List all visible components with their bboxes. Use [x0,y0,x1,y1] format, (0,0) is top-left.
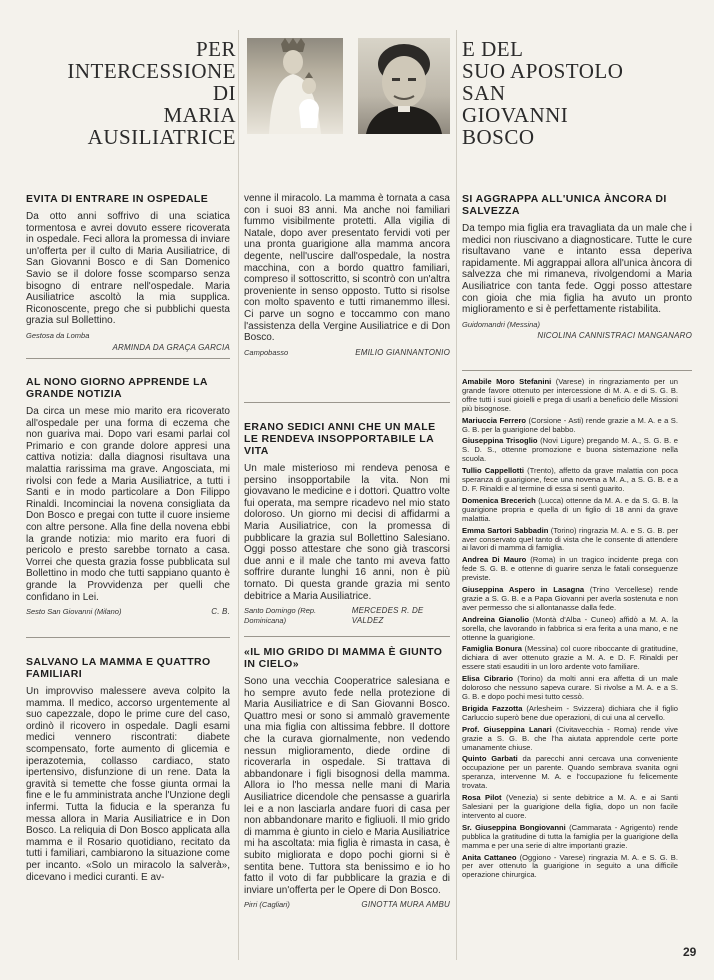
short-note [462,467,678,494]
short-note [462,437,678,464]
note-text: (Torino) ringrazia M. A. e S. G. B. per aver conservato quel tanto di vista che le consente di attendere ai lavori di mamma di famiglia. [462,525,678,553]
article-signature [462,320,692,330]
short-note [462,497,678,524]
note-name: Quinto Garbati [462,754,518,764]
section-divider [244,636,450,637]
note-name: Andreina Gianolio [462,614,529,624]
section-divider [462,370,692,371]
signature-place: Guidomandri (Messina) [462,319,540,329]
short-note [462,586,678,613]
short-note [462,755,678,791]
note-text: (Torino) da molti anni era affetta di un male doloroso che nessuno sapeva curare. Si rivolse a M. A. e a S. G. B. e dopo pochi mesi tutto cessò. [462,674,678,701]
note-text: (Arlesheim - Svizzera) dichiara che il figlio Carluccio superò bene due operazioni, di cui una al cervello. [462,703,678,722]
article-signature [26,343,230,353]
article-body: venne il miracolo. La mamma è tornata a casa con i suoi 83 anni. Ma anche noi familiari fummo visibilmente protetti. Alla vigilia di Natale, dopo aver presentato fervidi voti per una pronta guarigione alla mamma ancora degente, nell'uscire dall'ospedale, la nostra macchina, con a bordo quattro familiari, compreso il sottoscritto, si scontrò con un'altra proveniente in senso opposto. Tutto si risolse con molto spavento e tutti rimanemmo illesi. Ci parve un sogno e toccammo con mano l'assistenza della Vergine Ausiliatrice e di Don Bosco. [244,193,450,344]
column-divider [238,30,239,960]
header-title-right [462,38,692,148]
header-line: INTERCESSIONE [67,59,236,83]
article-title: AL NONO GIORNO APPRENDE LA GRANDE NOTIZIA [26,376,208,400]
article-title: ERANO SEDICI ANNI CHE UN MALE LE RENDEVA INSOPPORTABILE LA VITA [244,421,436,457]
header-line: PER [195,37,236,61]
note-text: (Oggiono - Varese) ringrazia M. A. e S. G. B. per aver ottenuto la guarigione in seguito a una difficile operazione chirurgica. [462,852,678,880]
note-text: da parecchi anni cercava una conveniente occupazione per un parente. Quando sembrava svanita ogni speranza, intervenne M. A. e l'occupazione fu felicemente trovata. [462,754,678,791]
signature-place: Pirri (Cagliari) [244,900,290,910]
article-signature [244,606,450,626]
madonna-photo [247,38,343,134]
article-ancora-salvezza [462,193,692,341]
article-signature [26,331,230,341]
header-line: E DEL [462,37,524,61]
section-divider [26,637,230,638]
header-line: GIOVANNI [462,103,569,127]
note-text: (Corsione - Asti) rende grazie a M. A. e a S. G. B. per la guarigione del babbo. [462,415,678,434]
section-divider [26,358,230,359]
signature-place: Gestosa da Lomba [26,330,90,340]
note-name: Amabile Moro Stefanini [462,377,552,386]
article-body: Da circa un mese mio marito era ricoverato all'ospedale per una forma di eczema che non guariva mai. Dopo vari esami parlai col Primario e con grande dolore appresi una cattiva notizia: dalla diagnosi risultava una malattia rarissima ma grave. Angosciata, mi rivolsi con fede a Maria Ausiliatrice, a tutti i Santi e in modo particolare a Don Filippo Rinaldi. Incominciai la novena consigliata da Don Bosco e pregai con tutte il cuore insieme con altre persone. Alla fine della novena ebbi la grande notizia: mio marito era fuori di pericolo e presto sarebbe tornato a casa. Vorrei che questa grazia fosse pubblicata sul Bollettino in modo che tutti sappiano quanto è grande la Provvidenza per quelli che confidano in Lei. [26,406,230,603]
short-note [462,824,678,851]
short-note [462,675,678,702]
madonna-image-icon [247,38,343,134]
article-body: Un improvviso malessere aveva colpito la mamma. Il medico, accorso urgentemente al suo capezzale, dopo le prime cure del caso, ordinò il ricovero in ospedale. Dagli esami medici vennero riscontrati: diabete scompensato, forte aumento di glicemia e iperazotemia, collasso cardiaco, stato ipertensivo, disfunzione di un rene. Data la gravità si temette che fosse giunta ormai la fine e le fu amministrata anche l'Unzione degli infermi. Tutta la fiducia e la speranza fu messa allora in Maria Ausiliatrice e in Don Bosco. La reliquia di Don Bosco applicata alla mamma e il Rosario quotidiano, recitato da tutti i familiari, cambiarono la situazione come per incanto. «Solo un miracolo la salverà», dicevano i medici curanti. E av- [26,686,230,883]
note-text: (Venezia) si sente debitrice a M. A. e ai Santi Salesiani per la guarigione della figlia, dopo un non facile intervento al cuore. [462,793,678,820]
header-line: AUSILIATRICE [87,125,236,149]
note-text: (Civitavecchia - Roma) rende vive grazie a S. G. B. che l'ha aiutata apprendole certe porte umanamente chiuse. [462,724,678,752]
header-title-left [30,38,236,148]
article-title: EVITA DI ENTRARE IN OSPEDALE [26,193,209,205]
signature-name: GINOTTA MURA AMBU [361,900,450,910]
header-line: MARIA [163,103,236,127]
article-body: Da tempo mia figlia era travagliata da un male che i medici non riuscivano a diagnosticare. Tutte le cure risultavano vane e intanto essa deperiva rapidamente. Mi aggrappai allora all'unica àncora di salvezza che mi rimaneva, rivolgendomi a Maria Ausiliatrice con tanta fede. Oggi posso attestare con gioia che mia figlia ha avuto un pronto miglioramento e si è perfettamente ristabilita. [462,223,692,316]
note-name: Emma Sartori Sabbadin [462,525,549,535]
section-divider [244,402,450,403]
short-note [462,616,678,643]
article-body: Da otto anni soffrivo di una sciatica tormentosa e avrei dovuto essere ricoverata in ospedale. Feci allora la promessa di inviare un'offerta per il culto di Maria Ausiliatrice, di San Giovanni Bosco e di San Domenico Savio se il dolore fosse scomparso senza bisogno di entrare nell'ospedale. Maria Ausiliatrice ascoltò la mia supplica. Riconoscente, prego che si pubblichi questa grazia sul Bollettino. [26,211,230,327]
signature-place: Campobasso [244,347,289,357]
header-line: DI [212,81,236,105]
short-note [462,417,678,435]
note-name: Famiglia Bonura [462,644,522,654]
short-note [462,645,678,672]
header-line: SUO APOSTOLO [462,59,624,83]
note-name: Domenica Brecerich [462,495,536,505]
article-salvano-mamma-continued [244,193,450,358]
short-note [462,378,678,414]
note-name: Anita Cattaneo [462,852,517,862]
note-name: Rosa Pilot [462,793,502,803]
signature-name: EMILIO GIANNANTONIO [355,347,450,357]
signature-place: Sesto San Giovanni (Milano) [26,607,122,617]
article-nono-giorno [26,376,230,617]
article-body: Sono una vecchia Cooperatrice salesiana e ho sempre avuto fede nella protezione di Maria Ausiliatrice e di San Giovanni Bosco. Quattro mesi or sono si ammalò gravemente una mia figlia con altissima febbre. Il dottore che la curava giornalmente, non vedendo nessun miglioramento, diede ordine di ricoverarla in ospedale. Si trattava di abbandonare i figli bisognosi della mamma. Allora io l'ho messa nelle mani di Maria Ausiliatrice dicendole che pensasse a guarirla lei e a non lasciarla andare fuori di casa per non abbandonare marito e figliuoli. Il mio grido di mamma è giunto in cielo e Maria Ausiliatrice mi ha ascoltata: mia figlia è rimasta in casa, è subito migliorata e dopo pochi giorni si è sentita bene. Tuttora sta benissimo e io ho fatto il voto di far pubblicare la grazia e di inviare un'offerta per le Opere di Don Bosco. [244,676,450,896]
note-text: (Lucca) ottenne da M. A. e da S. G. B. la guarigione propria e quella di un figlio di 18 anni da grave malattia. [462,495,678,523]
article-body: Un male misterioso mi rendeva penosa e persino insopportabile la vita. Non mi giovavano le medicine e i dottori. Quattro volte fui operata, ma sempre ricadevo nel mio stato doloroso. Un giorno mi decisi di affidarmi a Maria Ausiliatrice, con la promessa di pubblicare la grazia sul Bollettino Salesiano. Oggi posso attestare che sono già trascorsi due anni e il male che tanto mi aveva fatto soffrire durante lunghi 16 anni, non è più tornato. Di questa grande grazia mi sento debitrice a Maria Ausiliatrice. [244,463,450,602]
note-name: Giuseppina Trisoglio [462,436,538,446]
short-note [462,527,678,554]
article-signature [462,331,692,341]
note-name: Prof. Giuseppina Lanari [462,724,552,734]
note-name: Brigida Fazzotta [462,703,523,713]
note-name: Mariuccia Ferrero [462,415,527,425]
article-salvano-mamma [26,656,230,883]
article-signature [244,348,450,358]
portrait-image-icon [358,38,450,134]
signature-name: C. B. [211,607,230,617]
signature-name: ARMINDA DA GRAÇA GARCIA [112,342,230,352]
article-title: SALVANO LA MAMMA E QUATTRO FAMILIARI [26,656,211,680]
short-note [462,854,678,881]
note-name: Andrea Di Mauro [462,555,527,565]
signature-name: MERCEDES R. DE VALDEZ [351,606,424,626]
note-name: Giuseppina Aspero in Lasagna [462,585,585,595]
article-grido-mamma [244,646,450,910]
note-text: (Trino Vercellese) rende grazie a S. G. B. e a Papa Giovanni per averla sostenuta e non aver permesso che si allontanasse dalla fede. [462,585,678,612]
note-name: Elisa Cibrario [462,674,514,684]
article-signature [244,900,450,910]
page-number: 29 [683,945,697,959]
article-signature [26,607,230,617]
signature-name: NICOLINA CANNISTRACI MANGANARO [537,330,692,340]
note-text: (Messina) col cuore riboccante di gratitudine, dichiara di aver ottenuto grazie a M. A. e D. F. Rinaldi per essere stati esauditi in un loro ardente voto familiare. [462,644,678,672]
article-sedici-anni [244,421,450,626]
note-text: (Roma) in un tragico incidente prega con fede S. G. B. e ottenne di guarire senza le fatali conseguenze previste. [462,555,678,583]
note-name: Tullio Cappellotti [462,466,524,476]
article-evita-ospedale [26,193,230,353]
note-name: Sr. Giuseppina Bongiovanni [462,822,566,832]
note-text: (Novi Ligure) pregando M. A., S. G. B. e S. D. S., ottenne promozione e buona sistemazione nella scuola. [462,436,678,464]
note-text: (Cammarata - Agrigento) rende pubblica la gratitudine di tutta la famiglia per la guarigione della mamma e per una serie di altre importanti grazie. [462,822,679,850]
don-bosco-photo [358,38,450,134]
short-note [462,726,678,753]
short-notes-list [462,378,678,883]
header-line: SAN [462,81,506,105]
column-divider [456,30,457,960]
signature-place: Santo Domingo (Rep. Dominicana) [244,606,317,626]
article-title: SI AGGRAPPA ALL'UNICA ÀNCORA DI SALVEZZA [462,193,667,217]
note-text: (Trento), affetto da grave malattia con poca speranza di guarigione, fece una novena a M. A., a S. G. B. e a D. F. Rinaldi e al termine di essa si sentì guarito. [462,466,678,493]
short-note [462,556,678,583]
short-note [462,794,678,821]
article-title: «IL MIO GRIDO DI MAMMA È GIUNTO IN CIELO» [244,646,443,670]
note-text: (Montà d'Alba - Cuneo) affidò a M. A. la sorella, che lavorando in fabbrica si era ferita a una mano, e ne ottenne la guarigione. [462,614,678,642]
header-line: BOSCO [462,125,535,149]
note-text: (Varese) in ringraziamento per un grande favore ottenuto per intercessione di M. A. e di S. G. B. offre tutti i suoi gioielli e prega di usarli a beneficio delle Missioni più bisognose. [462,377,678,413]
short-note [462,705,678,723]
